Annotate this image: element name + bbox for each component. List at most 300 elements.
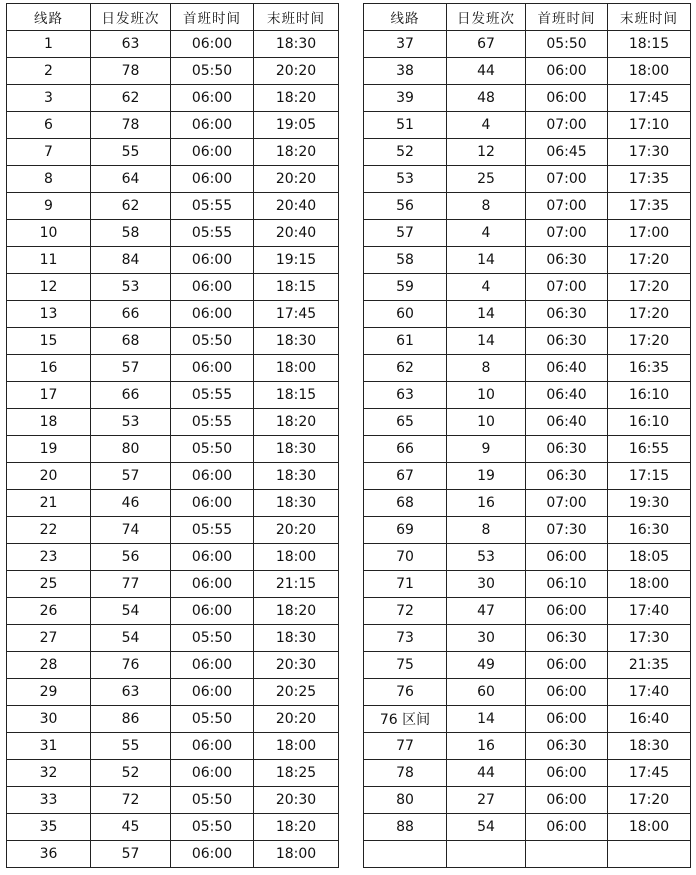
table-row [364,760,691,787]
route-cell: 12 [7,274,91,301]
route-cell: 15 [7,328,91,355]
first-bus-cell: 06:40 [526,409,608,436]
header-row [7,4,339,31]
route-cell: 57 [364,220,447,247]
first-bus-cell: 05:55 [171,382,254,409]
first-bus-cell: 06:30 [526,733,608,760]
last-bus-cell: 20:30 [254,787,339,814]
route-cell: 62 [364,355,447,382]
table-row [7,274,339,301]
last-bus-cell: 20:20 [254,166,339,193]
first-bus-cell: 06:30 [526,463,608,490]
table-row [364,544,691,571]
daily-trips-cell: 44 [447,58,526,85]
route-cell: 61 [364,328,447,355]
route-cell: 72 [364,598,447,625]
first-bus-cell: 06:00 [171,598,254,625]
last-bus-cell: 17:40 [608,598,691,625]
daily-trips-cell: 57 [91,463,171,490]
daily-trips-cell: 30 [447,625,526,652]
last-bus-cell: 16:10 [608,382,691,409]
route-cell: 1 [7,31,91,58]
daily-trips-cell: 47 [447,598,526,625]
first-bus-cell: 06:00 [171,490,254,517]
last-bus-cell: 17:45 [254,301,339,328]
table-row [364,193,691,220]
table-row [7,139,339,166]
daily-trips-cell: 9 [447,436,526,463]
table-row [364,679,691,706]
route-cell: 28 [7,652,91,679]
first-bus-cell: 06:45 [526,139,608,166]
first-bus-cell: 06:40 [526,382,608,409]
last-bus-cell: 17:40 [608,679,691,706]
last-bus-cell: 20:40 [254,193,339,220]
last-bus-cell: 20:25 [254,679,339,706]
last-bus-cell: 18:05 [608,544,691,571]
first-bus-cell: 06:00 [171,31,254,58]
first-bus-cell: 05:55 [171,409,254,436]
last-bus-cell: 16:40 [608,706,691,733]
route-cell: 21 [7,490,91,517]
route-cell: 29 [7,679,91,706]
route-cell: 6 [7,112,91,139]
last-bus-cell: 17:15 [608,463,691,490]
route-cell: 17 [7,382,91,409]
route-cell: 76 区间 [364,706,447,733]
table-row [364,733,691,760]
first-bus-cell: 05:50 [171,58,254,85]
first-bus-cell: 06:30 [526,328,608,355]
route-cell: 33 [7,787,91,814]
route-cell: 23 [7,544,91,571]
first-bus-cell: 06:00 [526,706,608,733]
table-row [7,787,339,814]
last-bus-cell: 18:00 [608,814,691,841]
route-cell: 53 [364,166,447,193]
header-daily-trips: 日发班次 [447,4,526,31]
daily-trips-cell: 84 [91,247,171,274]
first-bus-cell: 06:00 [171,463,254,490]
route-cell: 8 [7,166,91,193]
first-bus-cell: 06:00 [171,166,254,193]
daily-trips-cell: 66 [91,382,171,409]
first-bus-cell: 06:00 [526,679,608,706]
daily-trips-cell: 30 [447,571,526,598]
first-bus-cell: 07:00 [526,193,608,220]
route-cell: 36 [7,841,91,868]
table-row [7,652,339,679]
last-bus-cell: 17:00 [608,220,691,247]
last-bus-cell: 18:15 [608,31,691,58]
daily-trips-cell: 68 [91,328,171,355]
first-bus-cell: 07:00 [526,112,608,139]
route-cell: 13 [7,301,91,328]
daily-trips-cell: 10 [447,409,526,436]
table-row [7,301,339,328]
table-row [364,517,691,544]
last-bus-cell: 21:35 [608,652,691,679]
daily-trips-cell: 8 [447,193,526,220]
last-bus-cell: 18:00 [608,58,691,85]
first-bus-cell: 06:00 [171,355,254,382]
daily-trips-cell: 53 [447,544,526,571]
table-row [7,733,339,760]
last-bus-cell: 20:40 [254,220,339,247]
first-bus-cell: 07:30 [526,517,608,544]
daily-trips-cell: 27 [447,787,526,814]
first-bus-cell: 06:00 [171,733,254,760]
first-bus-cell: 06:00 [171,544,254,571]
last-bus-cell: 20:20 [254,706,339,733]
last-bus-cell: 16:35 [608,355,691,382]
first-bus-cell: 06:00 [526,652,608,679]
last-bus-cell: 18:20 [254,85,339,112]
daily-trips-cell: 10 [447,382,526,409]
first-bus-cell: 06:00 [171,652,254,679]
daily-trips-cell: 78 [91,112,171,139]
daily-trips-cell: 77 [91,571,171,598]
route-cell: 88 [364,814,447,841]
first-bus-cell: 06:30 [526,301,608,328]
route-cell: 56 [364,193,447,220]
table-row [364,58,691,85]
table-row [7,706,339,733]
table-row [7,328,339,355]
table-row [7,814,339,841]
table-row [7,247,339,274]
table-row [364,787,691,814]
table-row [7,166,339,193]
daily-trips-cell: 55 [91,139,171,166]
table-row [7,382,339,409]
table-row [364,31,691,58]
first-bus-cell: 06:30 [526,436,608,463]
first-bus-cell: 05:55 [171,220,254,247]
daily-trips-cell: 66 [91,301,171,328]
route-cell: 2 [7,58,91,85]
first-bus-cell: 06:00 [526,598,608,625]
daily-trips-cell: 72 [91,787,171,814]
table-row [364,274,691,301]
route-cell: 76 [364,679,447,706]
first-bus-cell: 06:00 [171,274,254,301]
daily-trips-cell: 80 [91,436,171,463]
daily-trips-cell: 58 [91,220,171,247]
last-bus-cell: 18:20 [254,139,339,166]
daily-trips-cell: 52 [91,760,171,787]
route-cell: 69 [364,517,447,544]
daily-trips-cell: 67 [447,31,526,58]
last-bus-cell: 17:35 [608,193,691,220]
daily-trips-cell: 8 [447,355,526,382]
route-cell: 39 [364,85,447,112]
last-bus-cell: 18:30 [254,436,339,463]
table-row [364,220,691,247]
bus-schedule-table-left [6,3,339,868]
route-cell: 71 [364,571,447,598]
last-bus-cell: 16:30 [608,517,691,544]
last-bus-cell: 17:10 [608,112,691,139]
route-cell: 16 [7,355,91,382]
daily-trips-cell: 64 [91,166,171,193]
daily-trips-cell: 14 [447,247,526,274]
route-cell: 77 [364,733,447,760]
table-row [7,841,339,868]
table-row [7,193,339,220]
first-bus-cell: 06:00 [171,139,254,166]
daily-trips-cell: 62 [91,85,171,112]
last-bus-cell: 17:20 [608,787,691,814]
table-row [364,112,691,139]
daily-trips-cell: 56 [91,544,171,571]
table-row [7,409,339,436]
table-row [364,625,691,652]
last-bus-cell: 18:20 [254,409,339,436]
daily-trips-cell: 54 [447,814,526,841]
table-row [364,328,691,355]
route-cell: 78 [364,760,447,787]
table-row [7,85,339,112]
last-bus-cell: 16:10 [608,409,691,436]
table-row [364,436,691,463]
route-cell: 67 [364,463,447,490]
route-cell: 37 [364,31,447,58]
header-last-bus: 末班时间 [254,4,339,31]
last-bus-cell: 18:25 [254,760,339,787]
route-cell: 30 [7,706,91,733]
first-bus-cell: 07:00 [526,220,608,247]
daily-trips-cell: 45 [91,814,171,841]
first-bus-cell: 06:10 [526,571,608,598]
last-bus-cell: 17:35 [608,166,691,193]
table-row [364,355,691,382]
table-row [364,706,691,733]
daily-trips-cell: 46 [91,490,171,517]
table-row [7,58,339,85]
last-bus-cell: 17:30 [608,139,691,166]
first-bus-cell: 06:00 [171,760,254,787]
last-bus-cell: 18:00 [254,544,339,571]
daily-trips-cell [447,841,526,868]
table-row [7,760,339,787]
first-bus-cell: 06:00 [526,760,608,787]
first-bus-cell: 06:00 [526,58,608,85]
table-row [7,490,339,517]
table-row [7,544,339,571]
last-bus-cell: 20:20 [254,58,339,85]
route-cell: 80 [364,787,447,814]
first-bus-cell: 06:40 [526,355,608,382]
first-bus-cell: 06:30 [526,625,608,652]
daily-trips-cell: 57 [91,355,171,382]
table-row [364,85,691,112]
table-row [364,652,691,679]
table-row [364,301,691,328]
last-bus-cell: 18:20 [254,814,339,841]
first-bus-cell: 07:00 [526,490,608,517]
table-row [7,31,339,58]
table-row [364,598,691,625]
route-cell [364,841,447,868]
route-cell: 7 [7,139,91,166]
route-cell: 18 [7,409,91,436]
table-row [7,625,339,652]
route-cell: 63 [364,382,447,409]
daily-trips-cell: 74 [91,517,171,544]
first-bus-cell [526,841,608,868]
last-bus-cell: 21:15 [254,571,339,598]
last-bus-cell: 18:30 [608,733,691,760]
first-bus-cell: 05:55 [171,517,254,544]
daily-trips-cell: 44 [447,760,526,787]
header-last-bus: 末班时间 [608,4,691,31]
table-row [364,409,691,436]
daily-trips-cell: 4 [447,220,526,247]
last-bus-cell: 19:30 [608,490,691,517]
first-bus-cell: 05:50 [171,328,254,355]
route-cell: 26 [7,598,91,625]
first-bus-cell: 05:50 [171,625,254,652]
first-bus-cell: 06:00 [526,787,608,814]
daily-trips-cell: 57 [91,841,171,868]
route-cell: 73 [364,625,447,652]
table-row [364,814,691,841]
daily-trips-cell: 63 [91,679,171,706]
daily-trips-cell: 48 [447,85,526,112]
last-bus-cell: 18:20 [254,598,339,625]
last-bus-cell: 19:15 [254,247,339,274]
first-bus-cell: 06:00 [171,85,254,112]
route-cell: 3 [7,85,91,112]
table-row [364,571,691,598]
route-cell: 11 [7,247,91,274]
table-row [7,517,339,544]
route-cell: 65 [364,409,447,436]
last-bus-cell: 17:20 [608,274,691,301]
table-row [7,436,339,463]
last-bus-cell: 16:55 [608,436,691,463]
route-cell: 68 [364,490,447,517]
route-cell: 10 [7,220,91,247]
daily-trips-cell: 54 [91,598,171,625]
route-cell: 52 [364,139,447,166]
daily-trips-cell: 8 [447,517,526,544]
first-bus-cell: 05:50 [171,706,254,733]
daily-trips-cell: 14 [447,301,526,328]
daily-trips-cell: 14 [447,328,526,355]
header-first-bus: 首班时间 [171,4,254,31]
first-bus-cell: 06:00 [526,814,608,841]
first-bus-cell: 06:00 [171,571,254,598]
daily-trips-cell: 55 [91,733,171,760]
table-row [7,355,339,382]
first-bus-cell: 05:50 [171,814,254,841]
daily-trips-cell: 25 [447,166,526,193]
daily-trips-cell: 16 [447,733,526,760]
route-cell: 27 [7,625,91,652]
last-bus-cell: 18:00 [254,841,339,868]
last-bus-cell: 18:30 [254,31,339,58]
last-bus-cell: 18:30 [254,463,339,490]
last-bus-cell: 17:20 [608,301,691,328]
daily-trips-cell: 62 [91,193,171,220]
last-bus-cell: 18:15 [254,382,339,409]
daily-trips-cell: 49 [447,652,526,679]
table-row [7,598,339,625]
daily-trips-cell: 12 [447,139,526,166]
route-cell: 25 [7,571,91,598]
daily-trips-cell: 14 [447,706,526,733]
route-cell: 59 [364,274,447,301]
daily-trips-cell: 53 [91,409,171,436]
first-bus-cell: 06:00 [526,544,608,571]
header-route: 线路 [364,4,447,31]
header-daily-trips: 日发班次 [91,4,171,31]
table-row [7,112,339,139]
route-cell: 19 [7,436,91,463]
last-bus-cell: 18:00 [254,733,339,760]
first-bus-cell: 06:00 [171,679,254,706]
table-row [364,490,691,517]
first-bus-cell: 06:00 [171,247,254,274]
daily-trips-cell: 60 [447,679,526,706]
route-cell: 31 [7,733,91,760]
daily-trips-cell: 63 [91,31,171,58]
table-row [7,679,339,706]
daily-trips-cell: 16 [447,490,526,517]
first-bus-cell: 07:00 [526,274,608,301]
header-route: 线路 [7,4,91,31]
last-bus-cell: 18:00 [254,355,339,382]
last-bus-cell: 20:30 [254,652,339,679]
first-bus-cell: 06:00 [171,301,254,328]
last-bus-cell: 18:15 [254,274,339,301]
first-bus-cell: 07:00 [526,166,608,193]
table-row [364,166,691,193]
last-bus-cell: 18:30 [254,328,339,355]
last-bus-cell: 17:45 [608,760,691,787]
last-bus-cell: 17:45 [608,85,691,112]
table-row [364,463,691,490]
last-bus-cell: 17:20 [608,247,691,274]
daily-trips-cell: 86 [91,706,171,733]
header-first-bus: 首班时间 [526,4,608,31]
table-row [364,247,691,274]
bus-schedule-table-right [363,3,691,868]
route-cell: 32 [7,760,91,787]
daily-trips-cell: 78 [91,58,171,85]
route-cell: 70 [364,544,447,571]
last-bus-cell: 17:30 [608,625,691,652]
daily-trips-cell: 4 [447,112,526,139]
route-cell: 9 [7,193,91,220]
first-bus-cell: 05:50 [171,787,254,814]
last-bus-cell [608,841,691,868]
table-row [7,571,339,598]
last-bus-cell: 18:00 [608,571,691,598]
route-cell: 22 [7,517,91,544]
route-cell: 58 [364,247,447,274]
table-row [7,220,339,247]
first-bus-cell: 05:50 [171,436,254,463]
daily-trips-cell: 53 [91,274,171,301]
daily-trips-cell: 19 [447,463,526,490]
first-bus-cell: 05:55 [171,193,254,220]
route-cell: 35 [7,814,91,841]
first-bus-cell: 06:00 [171,112,254,139]
route-cell: 60 [364,301,447,328]
